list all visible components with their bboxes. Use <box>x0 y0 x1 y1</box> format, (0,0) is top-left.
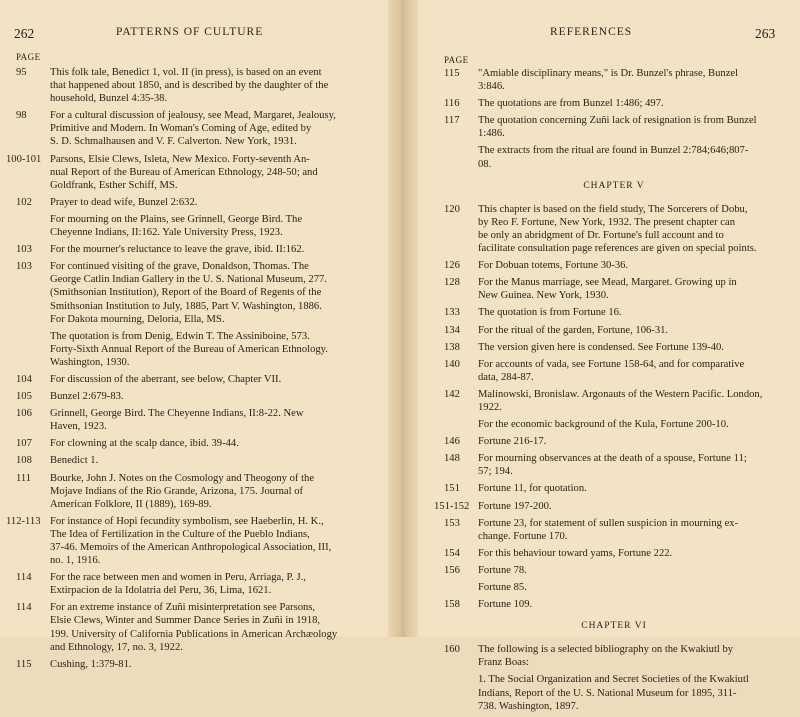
note-text-line: For Dakota mourning, Deloria, Ella, MS. <box>50 313 225 325</box>
note-text-line: The quotation concerning Zuñi lack of resignation is from Bunzel <box>478 115 757 127</box>
note-text-line: Mojave Indians of the Rio Grande, Arizona, 175. Journal of <box>50 485 304 497</box>
note-text-line: Parsons, Elsie Clews, Isleta, New Mexico. Forty-seventh An- <box>50 153 310 165</box>
note-text-line: New Guinea. New York, 1930. <box>478 290 609 302</box>
note-text-line: Fortune 109. <box>478 599 533 611</box>
note-text-line: Smithsonian Institution to July, 1885, Part V. Washington, 1886. <box>50 300 322 312</box>
note-page-number: 148 <box>444 453 460 465</box>
left-page <box>0 0 392 670</box>
note-page-number: 111 <box>16 472 32 484</box>
note-text-line: Franz Boas: <box>478 657 529 669</box>
note-text-line: This chapter is based on the field study, The Sorcerers of Dobu, <box>478 203 748 215</box>
note-text-line: The quotation is from Denig, Edwin T. The Assiniboine, 573. <box>50 330 310 342</box>
note-text-line: 57; 194. <box>478 466 513 478</box>
note-entry <box>16 601 382 653</box>
note-page-number: 114 <box>16 572 32 584</box>
note-text-line: For mourning on the Plains, see Grinnell, George Bird. The <box>50 213 303 225</box>
note-text-line: that happened about 1850, and is described by the daughter of the <box>50 80 329 92</box>
right-running-head: REFERENCES <box>550 26 633 38</box>
note-continuation <box>50 330 382 369</box>
note-page-number: 115 <box>444 68 460 79</box>
note-text-line: 1922. <box>478 401 502 413</box>
note-text-line: 1:486. <box>478 128 505 140</box>
note-entry <box>16 390 382 403</box>
note-page-number: 146 <box>444 436 460 448</box>
note-text-line: For the race between men and women in Peru, Arriaga, P. J., <box>50 572 306 584</box>
note-page-number: 116 <box>444 98 460 110</box>
note-page-number: 112-113 <box>6 515 41 527</box>
note-text-line: data, 284-87. <box>478 371 534 383</box>
note-entry <box>444 341 784 354</box>
note-text-line: 3:846. <box>478 81 505 93</box>
note-page-number: 98 <box>16 110 27 122</box>
note-entry <box>444 643 784 712</box>
note-text-line: For the economic background of the Kula, Fortune 200-10. <box>478 419 729 431</box>
note-entry <box>16 243 382 256</box>
note-text-line: For the Manus marriage, see Mead, Margaret. Growing up in <box>478 277 737 289</box>
note-entry <box>444 97 784 110</box>
note-entry <box>444 388 784 431</box>
note-entry <box>444 306 784 319</box>
note-text-line: Forty-Sixth Annual Report of the Bureau of American Ethnology. <box>50 343 328 355</box>
note-entry <box>444 564 784 594</box>
right-page-number: 263 <box>755 26 776 41</box>
note-text-line: For accounts of vada, see Fortune 158-64, and for comparative <box>478 358 745 370</box>
note-page-number: 117 <box>444 115 460 127</box>
note-text-line: 199. University of California Publications in American Archæology <box>50 628 338 640</box>
note-page-number: 126 <box>444 260 460 272</box>
note-entry <box>16 260 382 369</box>
note-text-line: be only an abridgment of Dr. Fortune's full account and to <box>478 229 724 241</box>
note-continuation <box>478 673 784 712</box>
right-page-label: PAGE <box>444 55 469 65</box>
note-text-line: For the mourner's reluctance to leave the grave, ibid. II:162. <box>50 244 305 256</box>
note-text-line: For discussion of the aberrant, see below, Chapter VII. <box>50 373 282 385</box>
note-entry <box>16 196 382 239</box>
note-text-line: Extirpacion de la Idolatria del Peru, 36, Lima, 1621. <box>50 585 272 597</box>
note-text-line: The quotations are from Bunzel 1:486; 497. <box>478 98 664 110</box>
note-text-line: The Idea of Fertilization in the Culture of the Pueblo Indians, <box>50 528 310 540</box>
note-continuation <box>50 213 382 239</box>
note-page-number: 102 <box>16 196 32 208</box>
note-entry <box>444 435 784 448</box>
note-text-line: 08. <box>478 158 492 170</box>
note-continuation <box>478 144 784 170</box>
note-entry <box>16 454 382 467</box>
right-notes-list <box>434 67 784 717</box>
note-text-line: and Ethnology, 17, no. 3, 1922. <box>50 641 183 653</box>
note-text-line: For a cultural discussion of jealousy, see Mead, Margaret, Jealousy, <box>50 110 336 122</box>
note-text-line: Elsie Clews, Winter and Summer Dance Series in Zuñi in 1918, <box>50 615 321 627</box>
note-page-number: 105 <box>16 391 32 403</box>
note-text-line: The version given here is condensed. See Fortune 139-40. <box>478 341 724 353</box>
note-text-line: For this behaviour toward yams, Fortune 222. <box>478 547 673 559</box>
note-text-line: Primitive and Modern. In Woman's Coming of Age, edited by <box>50 123 312 135</box>
note-page-number: 95 <box>16 67 27 78</box>
note-page-number: 104 <box>16 373 32 385</box>
left-notes-list <box>6 66 382 675</box>
note-page-number: 107 <box>16 438 32 450</box>
note-entry <box>16 658 382 671</box>
notes-group-chapter-iv <box>444 67 784 171</box>
note-page-number: 103 <box>16 244 32 256</box>
note-entry <box>444 203 784 255</box>
note-entry <box>16 437 382 450</box>
notes-group-chapter-vi <box>444 643 784 712</box>
note-page-number: 128 <box>444 277 460 289</box>
chapter-vi-heading: CHAPTER VI <box>581 621 647 632</box>
note-entry <box>444 517 784 543</box>
note-text-line: Fortune 216-17. <box>478 436 547 448</box>
note-text-line: Fortune 85. <box>478 582 527 593</box>
note-text-line: This folk tale, Benedict 1, vol. II (in press), is based on an event <box>50 67 322 78</box>
note-entry <box>444 452 784 478</box>
note-text-line: For instance of Hopi fecundity symbolism, see Haeberlin, H. K., <box>50 515 324 527</box>
note-entry <box>16 571 382 597</box>
note-entry <box>434 500 784 513</box>
chapter-v-heading: CHAPTER V <box>583 180 645 191</box>
note-text-line: no. 1, 1916. <box>50 555 101 567</box>
note-entry <box>6 515 382 567</box>
note-text-line: Washington, 1930. <box>50 356 130 368</box>
note-text-line: For continued visiting of the grave, Donaldson, Thomas. The <box>50 261 309 273</box>
note-text-line: (Smithsonian Institution), Report of the Board of Regents of the <box>50 287 322 299</box>
note-text-line: Cheyenne Indians, II:162. Yale University Press, 1923. <box>50 227 283 239</box>
note-text-line: Haven, 1923. <box>50 421 107 433</box>
note-text-line: household, Bunzel 4:35-38. <box>50 93 168 105</box>
note-text-line: Goldfrank, Esther Schiff, MS. <box>50 179 178 191</box>
left-page-number: 262 <box>14 26 35 41</box>
note-text-line: Fortune 23, for statement of sullen suspicion in mourning ex- <box>478 517 739 529</box>
note-text-line: by Reo F. Fortune, New York, 1932. The present chapter can <box>478 216 735 228</box>
note-page-number: 120 <box>444 203 460 215</box>
note-text-line: For Dobuan totems, Fortune 30-36. <box>478 260 629 272</box>
right-page <box>414 0 800 712</box>
note-page-number: 133 <box>444 307 460 319</box>
note-text-line: Fortune 197-200. <box>478 500 552 512</box>
note-page-number: 103 <box>16 261 32 273</box>
note-page-number: 134 <box>444 324 460 336</box>
note-entry <box>16 373 382 386</box>
note-text-line: Fortune 78. <box>478 564 527 576</box>
note-page-number: 114 <box>16 602 32 614</box>
note-page-number: 154 <box>444 547 460 559</box>
note-text-line: The following is a selected bibliography on the Kwakiutl by <box>478 644 734 656</box>
note-entry <box>444 358 784 384</box>
note-text-line: For the ritual of the garden, Fortune, 106-31. <box>478 324 669 336</box>
note-entry <box>444 482 784 495</box>
note-entry <box>444 67 784 93</box>
note-entry <box>16 66 382 105</box>
note-page-number: 160 <box>444 644 460 656</box>
note-text-line: Bourke, John J. Notes on the Cosmology and Theogony of the <box>50 472 315 484</box>
note-text-line: Grinnell, George Bird. The Cheyenne Indians, II:8-22. New <box>50 408 304 420</box>
note-page-number: 158 <box>444 599 460 611</box>
note-page-number: 151-152 <box>434 500 470 512</box>
note-text-line: 1. The Social Organization and Secret Societies of the Kwakiutl <box>478 674 749 686</box>
note-text-line: The extracts from the ritual are found in Bunzel 2:784;646;807- <box>478 145 749 157</box>
note-text-line: Fortune 11, for quotation. <box>478 483 587 495</box>
note-text-line: 738. Washington, 1897. <box>478 700 579 712</box>
note-text-line: George Catlin Indian Gallery in the U. S. National Museum, 277. <box>50 274 327 286</box>
note-entry <box>16 407 382 433</box>
note-entry <box>444 324 784 337</box>
note-page-number: 106 <box>16 408 32 420</box>
note-entry <box>16 109 382 148</box>
note-continuation <box>478 418 784 431</box>
note-text-line: Prayer to dead wife, Bunzel 2:632. <box>50 196 198 208</box>
note-text-line: For an extreme instance of Zuñi misinterpretation see Parsons, <box>50 602 316 614</box>
note-continuation <box>478 581 784 594</box>
note-entry <box>444 547 784 560</box>
note-text-line: "Amiable disciplinary means," is Dr. Bunzel's phrase, Bunzel <box>478 68 739 79</box>
note-text-line: Bunzel 2:679-83. <box>50 391 124 403</box>
left-running-head: PATTERNS OF CULTURE <box>116 26 264 38</box>
note-page-number: 108 <box>16 455 32 467</box>
left-page-label: PAGE <box>16 52 41 62</box>
note-page-number: 138 <box>444 341 460 353</box>
note-entry <box>6 153 382 192</box>
note-entry <box>16 472 382 511</box>
note-page-number: 142 <box>444 388 460 400</box>
note-page-number: 100-101 <box>6 153 42 165</box>
note-page-number: 156 <box>444 564 460 576</box>
note-entry <box>444 598 784 611</box>
note-text-line: The quotation is from Fortune 16. <box>478 307 622 319</box>
note-page-number: 151 <box>444 483 460 495</box>
note-text-line: 37-46. Memoirs of the American Anthropological Association, III, <box>50 542 332 553</box>
note-text-line: For mourning observances at the death of a spouse, Fortune 11; <box>478 453 747 465</box>
note-entry <box>444 276 784 302</box>
note-page-number: 115 <box>16 658 32 670</box>
note-entry <box>444 259 784 272</box>
note-text-line: Malinowski, Bronislaw. Argonauts of the Western Pacific. London, <box>478 388 763 400</box>
note-page-number: 153 <box>444 517 460 529</box>
note-page-number: 140 <box>444 358 460 370</box>
note-text-line: For clowning at the scalp dance, ibid. 39-44. <box>50 438 239 450</box>
note-text-line: change. Fortune 170. <box>478 530 568 542</box>
note-text-line: nual Report of the Bureau of American Ethnology, 248-50; and <box>50 166 318 178</box>
note-text-line: Cushing, 1:379-81. <box>50 658 132 670</box>
note-text-line: S. D. Schmalhausen and V. F. Calverton. New York, 1931. <box>50 136 297 148</box>
notes-group-chapter-v <box>434 203 784 611</box>
note-text-line: American Folklore, II (1889), 169-89. <box>50 498 212 510</box>
note-text-line: Benedict 1. <box>50 455 99 467</box>
note-text-line: facilitate consultation page references are given on special points. <box>478 243 757 255</box>
note-entry <box>444 114 784 170</box>
note-text-line: Indians, Report of the U. S. National Museum for 1895, 311- <box>478 687 737 699</box>
